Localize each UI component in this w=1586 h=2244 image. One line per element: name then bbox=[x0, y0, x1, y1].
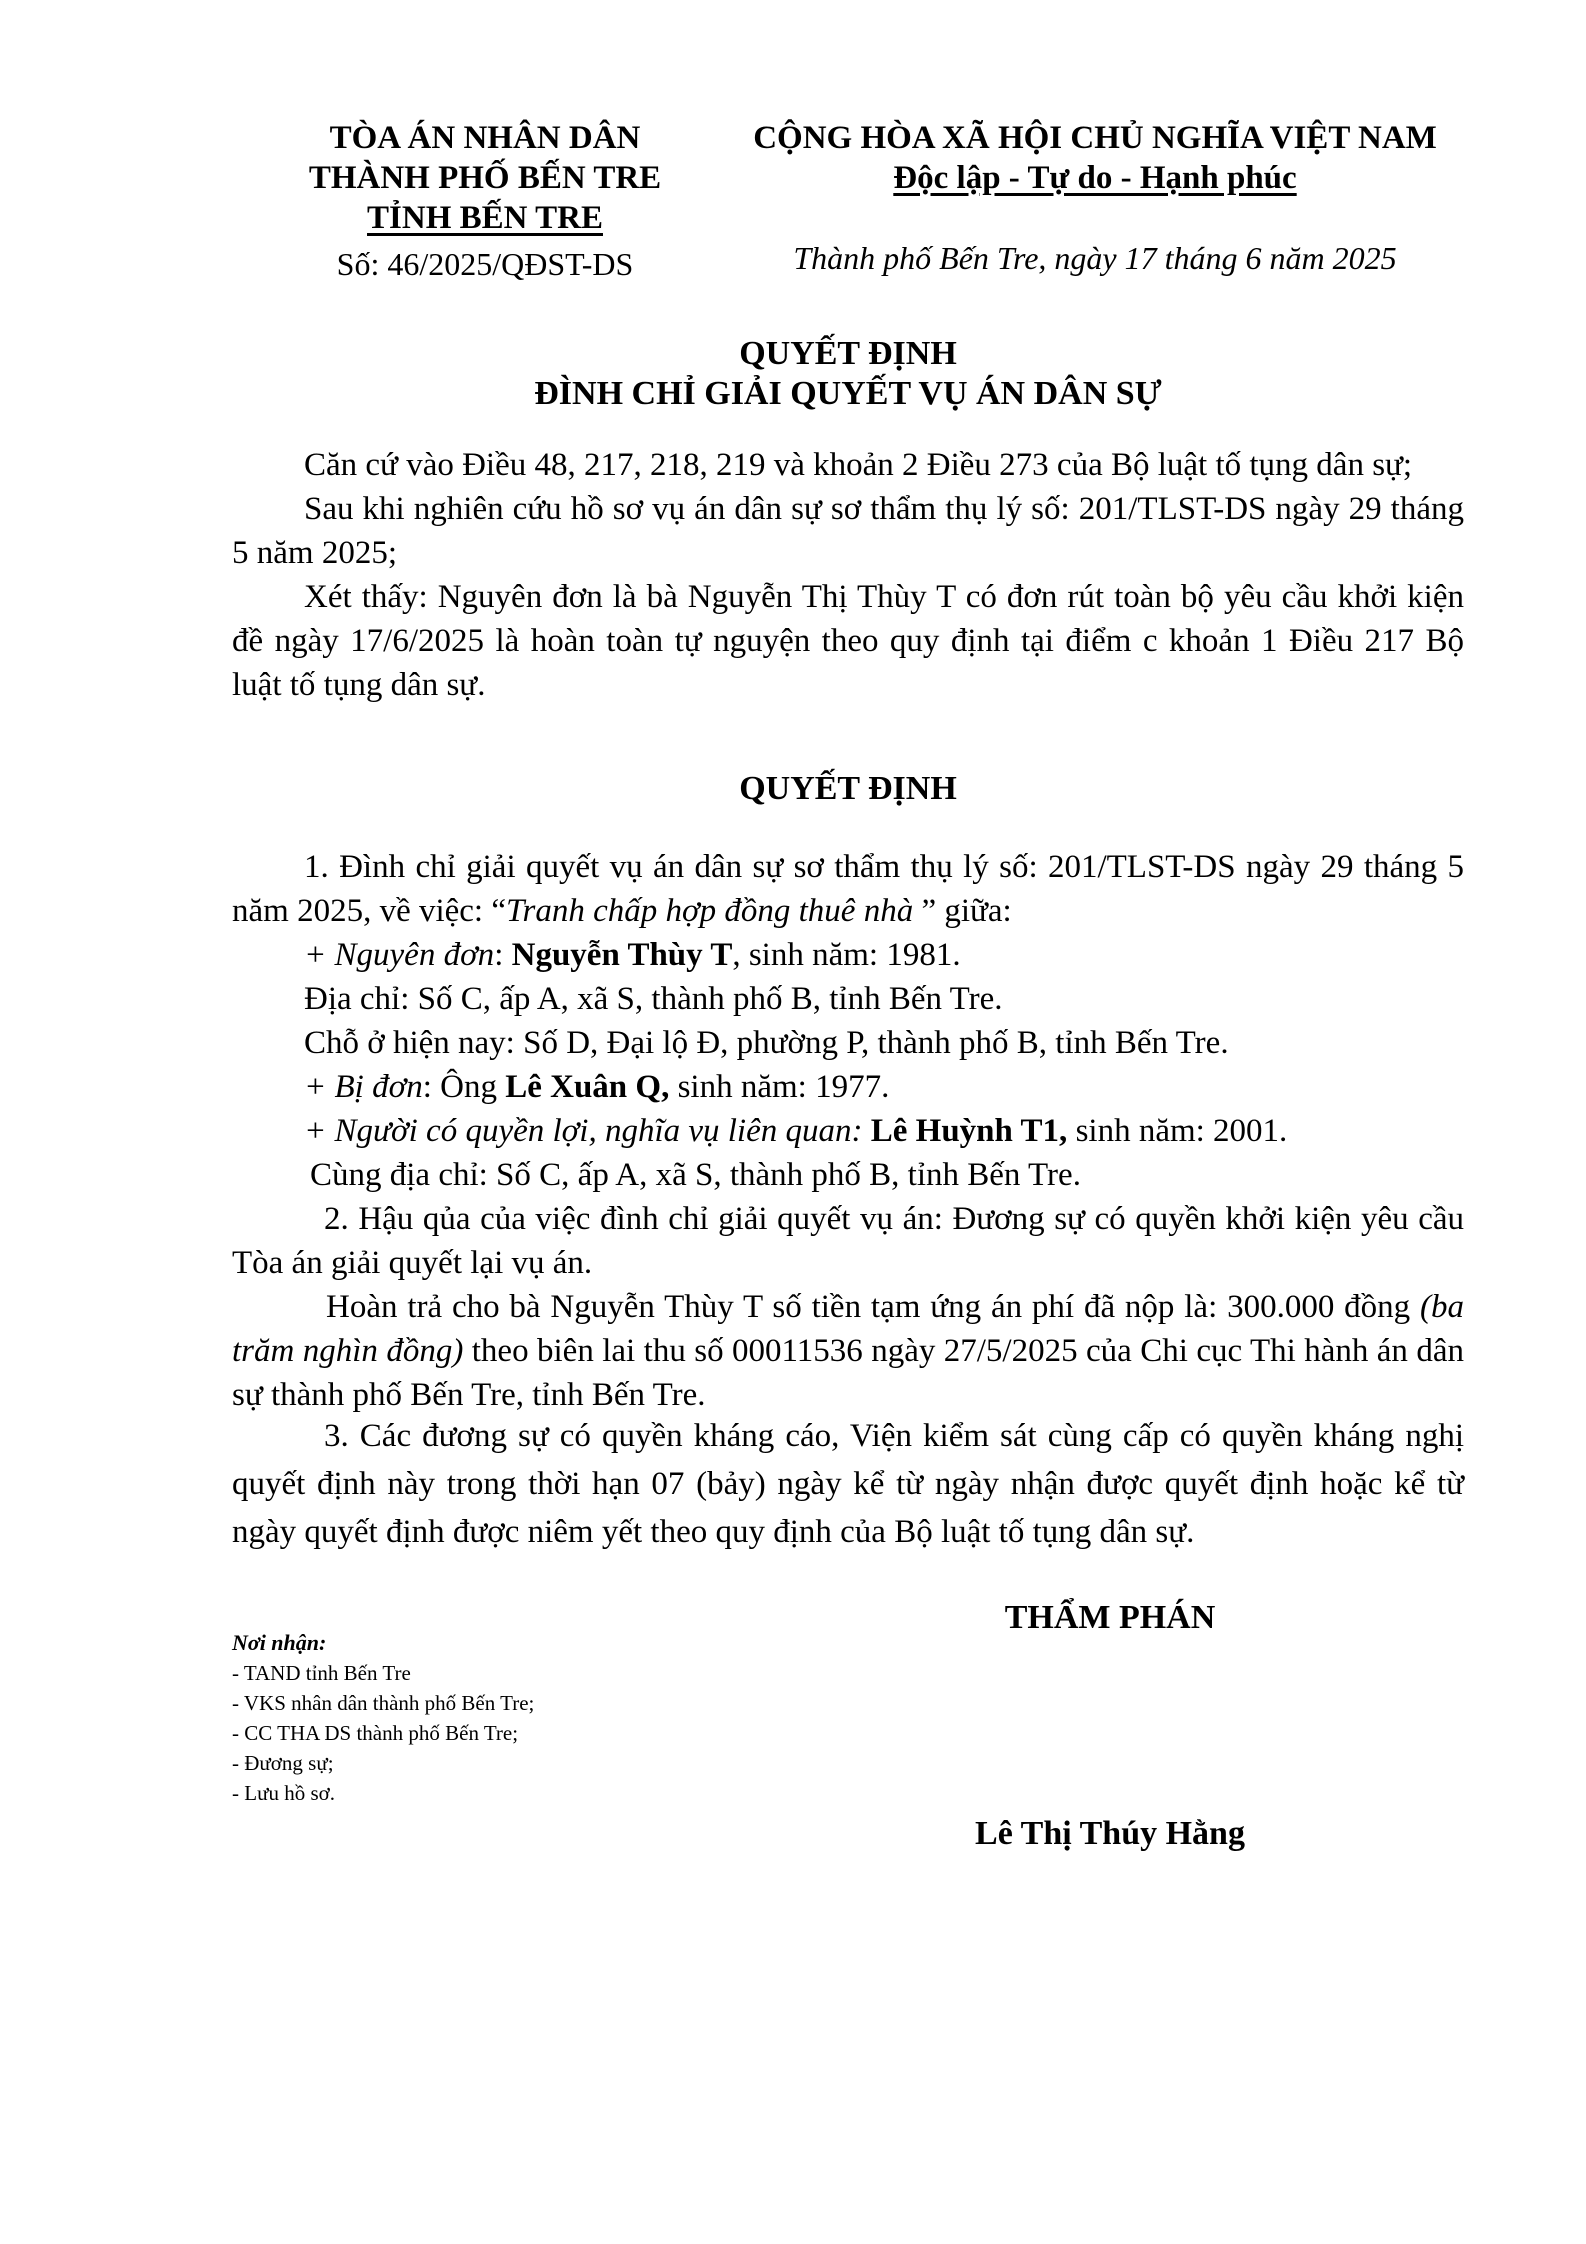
signature-block bbox=[900, 1596, 1320, 1856]
shared-address: Cùng địa chỉ: Số C, ấp A, xã S, thành phố B, tỉnh Bến Tre. bbox=[310, 1157, 1081, 1193]
national-header bbox=[710, 118, 1480, 198]
recipient-item: - VKS nhân dân thành phố Bến Tre; bbox=[232, 1691, 535, 1715]
preamble-case-review: Sau khi nghiên cứu hồ sơ vụ án dân sự sơ thẩm thụ lý số: 201/TLST-DS ngày 29 tháng 5 năm 2025; bbox=[232, 491, 1464, 571]
related-party-name: Lê Huỳnh T1, bbox=[862, 1113, 1068, 1149]
related-party-label: + Người có quyền lợi, nghĩa vụ liên quan: bbox=[304, 1113, 863, 1149]
document-subtitle: ĐÌNH CHỈ GIẢI QUYẾT VỤ ÁN DÂN SỰ bbox=[534, 375, 1162, 412]
court-name-line1: TÒA ÁN NHÂN DÂN bbox=[329, 120, 641, 156]
defendant-name: Lê Xuân Q, bbox=[505, 1069, 670, 1105]
document-number: Số: 46/2025/QĐST-DS bbox=[336, 246, 634, 282]
refund-paragraph: Hoàn trả cho bà Nguyễn Thùy T số tiền tạm ứng án phí đã nộp là: 300.000 đồng (ba trăm nghìn đồng) theo biên lai thu số 00011536 ngày 27/5/2025 của Chi cục Thi hành án dân sự thành phố Bến Tre, tỉnh Bến Tre. bbox=[232, 1289, 1464, 1413]
plaintiff-line: + Nguyên đơn: Nguyễn Thùy T, sinh năm: 1981. bbox=[304, 937, 961, 973]
defendant-line: + Bị đơn: Ông Lê Xuân Q, sinh năm: 1977. bbox=[304, 1069, 890, 1105]
preamble bbox=[232, 443, 1464, 707]
signer-name: Lê Thị Thúy Hằng bbox=[975, 1815, 1245, 1852]
court-header bbox=[270, 118, 700, 284]
recipients-list bbox=[232, 1628, 752, 1808]
decision-item-1: 1. Đình chỉ giải quyết vụ án dân sự sơ thẩm thụ lý số: 201/TLST-DS ngày 29 tháng 5 năm 2025, về việc: “Tranh chấp hợp đồng thuê nhà ” giữa: bbox=[232, 849, 1464, 929]
national-title: CỘNG HÒA XÃ HỘI CHỦ NGHĨA VIỆT NAM bbox=[753, 120, 1437, 156]
recipient-item: - Đương sự; bbox=[232, 1751, 334, 1775]
court-name-line3: TỈNH BẾN TRE bbox=[367, 200, 603, 236]
national-motto: Độc lập - Tự do - Hạnh phúc bbox=[893, 160, 1297, 196]
plaintiff-address: Địa chỉ: Số C, ấp A, xã S, thành phố B, tỉnh Bến Tre. bbox=[304, 981, 1003, 1017]
decision-heading: QUYẾT ĐỊNH bbox=[739, 770, 957, 807]
preamble-legal-basis: Căn cứ vào Điều 48, 217, 218, 219 và khoản 2 Điều 273 của Bộ luật tố tụng dân sự; bbox=[304, 447, 1413, 483]
court-name-line2: THÀNH PHỐ BẾN TRE bbox=[308, 160, 662, 196]
related-party-line: + Người có quyền lợi, nghĩa vụ liên quan: Lê Huỳnh T1, sinh năm: 2001. bbox=[304, 1113, 1288, 1149]
refund-amount-words: (ba trăm nghìn đồng) bbox=[232, 1289, 1464, 1369]
recipients-title: Nơi nhận: bbox=[232, 1630, 327, 1655]
decision-item-3-block bbox=[232, 1412, 1464, 1556]
document-title: QUYẾT ĐỊNH bbox=[739, 335, 957, 372]
recipient-item: - TAND tỉnh Bến Tre bbox=[232, 1661, 411, 1685]
decision-item-2: 2. Hậu qủa của việc đình chỉ giải quyết vụ án: Đương sự có quyền khởi kiện yêu cầu Tòa án giải quyết lại vụ án. bbox=[232, 1201, 1464, 1281]
defendant-label: + Bị đơn bbox=[304, 1069, 423, 1105]
preamble-finding: Xét thấy: Nguyên đơn là bà Nguyễn Thị Thùy T có đơn rút toàn bộ yêu cầu khởi kiện đề ngày 17/6/2025 là hoàn toàn tự nguyện theo quy định tại điểm c khoản 1 Điều 217 Bộ luật tố tụng dân sự. bbox=[232, 579, 1464, 703]
case-subject: Tranh chấp hợp đồng thuê nhà bbox=[506, 893, 922, 929]
recipient-item: - Lưu hồ sơ. bbox=[232, 1781, 335, 1805]
plaintiff-name: Nguyễn Thùy T bbox=[511, 937, 733, 973]
issue-date: Thành phố Bến Tre, ngày 17 tháng 6 năm 2025 bbox=[793, 240, 1397, 276]
decision-item-3: 3. Các đương sự có quyền kháng cáo, Viện kiểm sát cùng cấp có quyền kháng nghị quyết định này trong thời hạn 07 (bảy) ngày kể từ ngày nhận được quyết định hoặc kể từ ngày quyết định được niêm yết theo quy định của Bộ luật tố tụng dân sự. bbox=[232, 1418, 1464, 1550]
plaintiff-label: + Nguyên đơn bbox=[304, 937, 495, 973]
recipient-item: - CC THA DS thành phố Bến Tre; bbox=[232, 1721, 519, 1745]
plaintiff-residence: Chỗ ở hiện nay: Số D, Đại lộ Đ, phường P, thành phố B, tỉnh Bến Tre. bbox=[304, 1025, 1229, 1061]
decision-body bbox=[232, 845, 1464, 1417]
signer-role: THẨM PHÁN bbox=[1004, 1599, 1216, 1636]
